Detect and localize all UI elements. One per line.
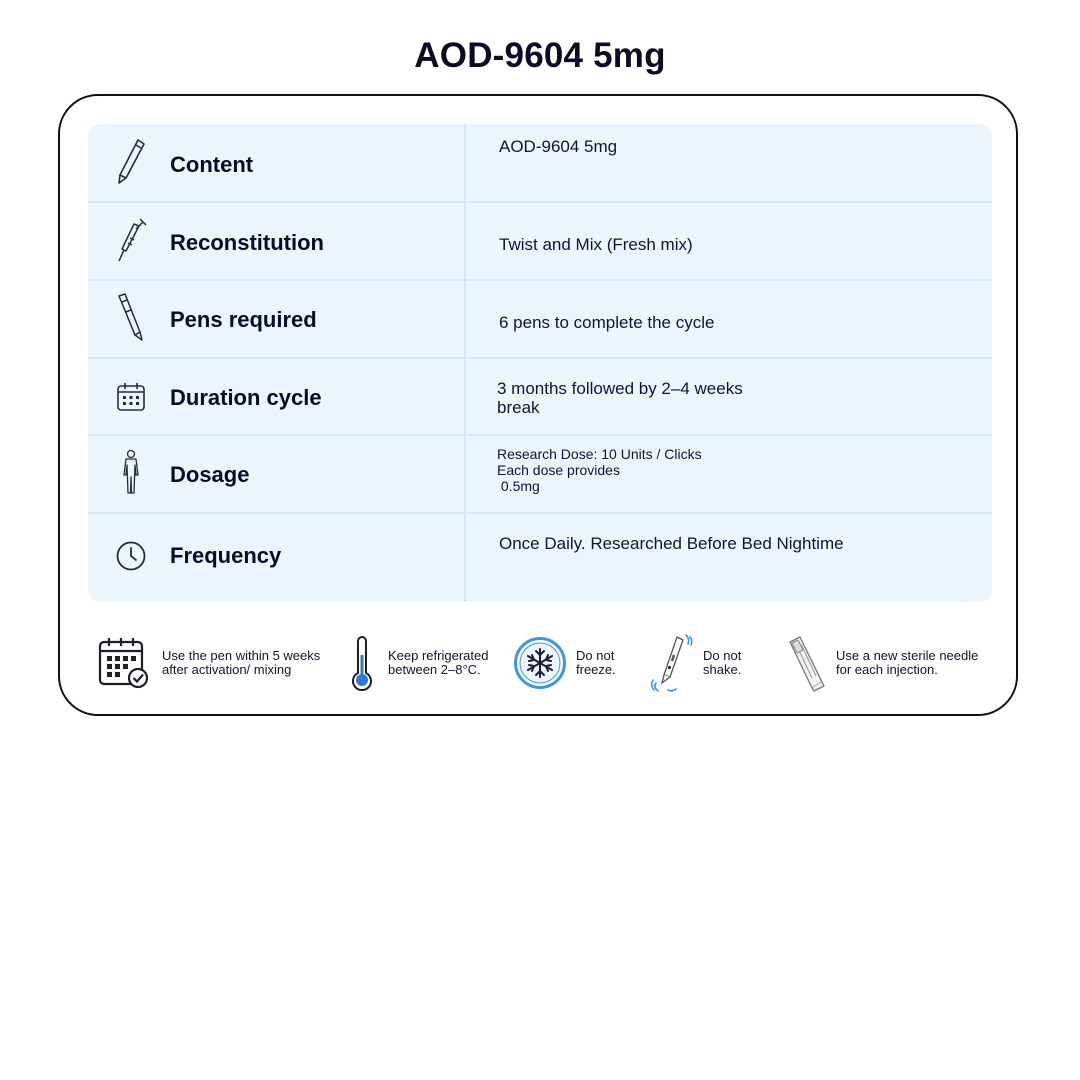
note-text: Do not freeze. <box>576 648 616 677</box>
note-do-not-shake <box>650 628 741 698</box>
clock-icon <box>114 532 148 580</box>
snowflake-icon <box>513 636 567 690</box>
row-label: Content <box>170 152 254 177</box>
injection-pen-icon <box>114 293 148 341</box>
row-label: Pens required <box>170 307 317 332</box>
row-value: AOD-9604 5mg <box>499 137 618 156</box>
info-table <box>88 124 992 602</box>
page-title: AOD-9604 5mg <box>414 36 666 75</box>
row-value: Research Dose: 10 Units / Clicks Each dose provides 0.5mg <box>497 446 702 494</box>
note-do-not-freeze <box>513 628 616 698</box>
note-text: Keep refrigerated between 2–8°C. <box>388 648 489 677</box>
note-text: Use a new sterile needle for each injection. <box>836 648 979 677</box>
syringe-icon <box>114 217 148 265</box>
row-label: Duration cycle <box>170 385 322 410</box>
table-row-reconstitution <box>88 203 992 280</box>
note-text: Use the pen within 5 weeks after activation/ mixing <box>162 648 321 677</box>
table-row-pens-required <box>88 281 992 358</box>
needle-cap-icon <box>786 634 826 692</box>
row-value: Once Daily. Researched Before Bed Nightime <box>499 534 844 553</box>
table-row-content <box>88 124 992 202</box>
note-text: Do not shake. <box>703 648 742 677</box>
storage-notes <box>60 624 1020 704</box>
row-value: 3 months followed by 2–4 weeks break <box>497 379 743 417</box>
note-new-needle <box>786 628 978 698</box>
row-value: 6 pens to complete the cycle <box>499 313 715 332</box>
pen-icon <box>114 138 148 186</box>
calendar-check-icon <box>98 636 150 690</box>
row-label: Dosage <box>170 462 250 487</box>
thermometer-icon <box>350 635 374 691</box>
shake-pen-icon <box>650 633 694 693</box>
human-body-icon <box>114 448 148 496</box>
row-label: Reconstitution <box>170 230 324 255</box>
note-use-within <box>98 628 320 698</box>
table-row-frequency <box>88 514 992 602</box>
row-label: Frequency <box>170 543 282 568</box>
table-row-duration-cycle <box>88 359 992 434</box>
table-row-dosage <box>88 436 992 512</box>
calendar-icon <box>114 373 148 421</box>
row-value: Twist and Mix (Fresh mix) <box>499 235 693 254</box>
info-card <box>58 94 1018 716</box>
note-refrigerate <box>350 628 488 698</box>
